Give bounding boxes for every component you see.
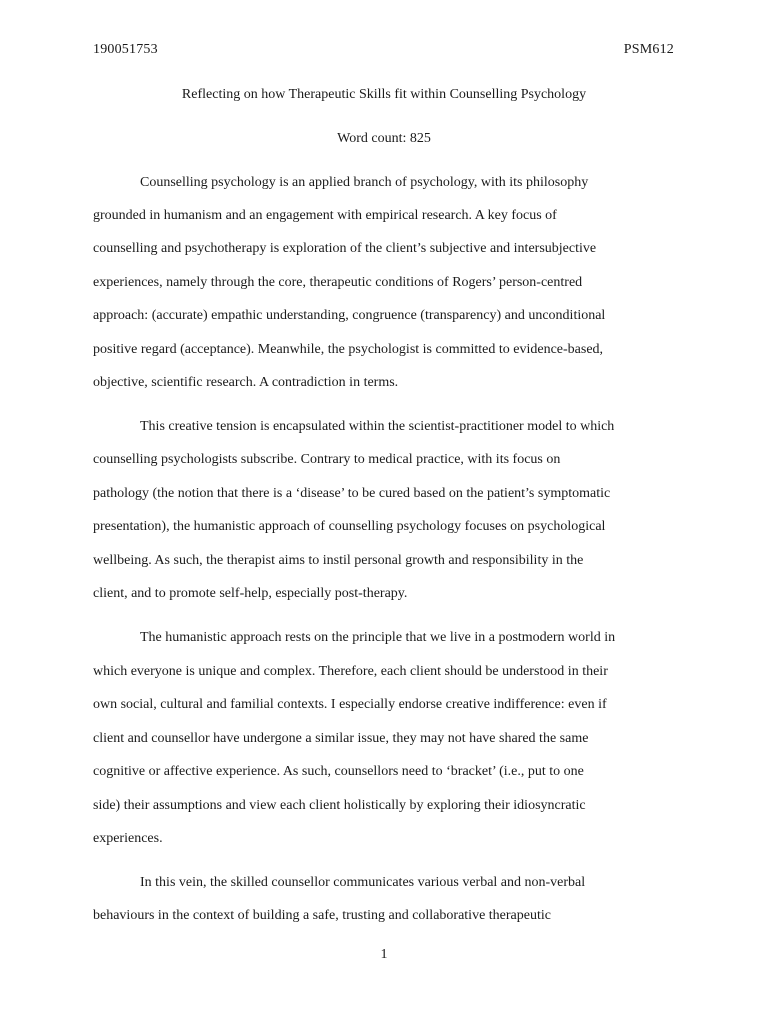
paragraph-3-line-4: client and counsellor have undergone a similar issue, they may not have shared the same	[93, 731, 589, 746]
paragraph-2-line-1: This creative tension is encapsulated within the scientist-practitioner model to which	[140, 419, 615, 434]
paragraph-3-line-5: cognitive or affective experience. As such, counsellors need to ‘bracket’ (i.e., put to one	[93, 764, 584, 779]
paragraph-3-line-6: side) their assumptions and view each client holistically by exploring their idiosyncratic	[93, 798, 586, 813]
paragraph-3-line-7: experiences.	[93, 831, 163, 846]
paragraph-3-line-3: own social, cultural and familial contexts. I especially endorse creative indifference: even if	[93, 697, 607, 712]
paragraph-1-line-7: objective, scientific research. A contradiction in terms.	[93, 375, 399, 390]
paragraph-1-line-6: positive regard (acceptance). Meanwhile, the psychologist is committed to evidence-based,	[93, 342, 604, 357]
page-number: 1	[380, 947, 388, 962]
paragraph-4-line-1: In this vein, the skilled counsellor communicates various verbal and non-verbal	[140, 875, 586, 890]
paragraph-3-line-2: which everyone is unique and complex. Therefore, each client should be understood in their	[93, 664, 608, 679]
paragraph-3-line-1: The humanistic approach rests on the principle that we live in a postmodern world in	[140, 630, 616, 645]
paragraph-1-line-2: grounded in humanism and an engagement with empirical research. A key focus of	[93, 208, 557, 223]
paragraph-2-line-2: counselling psychologists subscribe. Contrary to medical practice, with its focus on	[93, 452, 561, 467]
paragraph-4-line-2: behaviours in the context of building a safe, trusting and collaborative therapeutic	[93, 908, 551, 923]
paragraph-2-line-6: client, and to promote self-help, especially post-therapy.	[93, 586, 408, 601]
paragraph-1-line-1: Counselling psychology is an applied branch of psychology, with its philosophy	[140, 175, 589, 190]
module-code: PSM612	[623, 42, 674, 57]
paragraph-2-line-5: wellbeing. As such, the therapist aims to instil personal growth and responsibility in the	[93, 553, 584, 568]
student-id: 190051753	[93, 42, 158, 57]
paragraph-2-line-3: pathology (the notion that there is a ‘disease’ to be cured based on the patient’s symptomatic	[93, 486, 611, 501]
paragraph-1-line-4: experiences, namely through the core, therapeutic conditions of Rogers’ person-centred	[93, 275, 583, 290]
paragraph-1-line-3: counselling and psychotherapy is exploration of the client’s subjective and intersubjective	[93, 241, 597, 256]
word-count: Word count: 825	[337, 131, 431, 146]
paragraph-1-line-5: approach: (accurate) empathic understanding, congruence (transparency) and unconditional	[93, 308, 606, 323]
paragraph-2-line-4: presentation), the humanistic approach of counselling psychology focuses on psychological	[93, 519, 606, 534]
document-title: Reflecting on how Therapeutic Skills fit within Counselling Psychology	[181, 87, 587, 102]
